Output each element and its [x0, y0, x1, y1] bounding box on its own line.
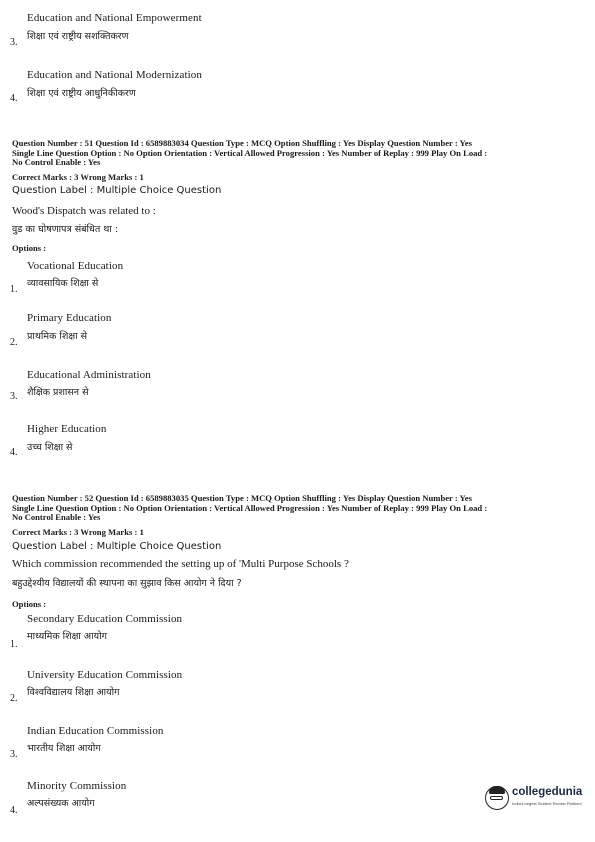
option-number: 1.	[10, 284, 18, 295]
option-number: 3.	[10, 37, 18, 48]
option-number: 2.	[10, 337, 18, 348]
question-51-label: Question Label : Multiple Choice Question	[12, 185, 222, 196]
question-52-text-hi: बहुउद्देश्यीय विद्यालयों की स्थापना का सुझाव किस आयोग ने दिया ?	[12, 578, 242, 589]
option-text-hi: माध्यमिक शिक्षा आयोग	[27, 631, 107, 642]
meta-line: Single Line Question Option : No Option Orientation : Vertical Allowed Progression : Yes Number of Replay : 999 Play On Load :	[12, 147, 488, 158]
option-number: 3.	[10, 391, 18, 402]
question-52-meta	[12, 494, 584, 523]
option-number: 4.	[10, 447, 18, 458]
question-51-text-en: Wood's Dispatch was related to :	[12, 205, 156, 217]
option-number: 4.	[10, 93, 18, 104]
option-text-hi: अल्पसंख्यक आयोग	[27, 798, 95, 809]
option-number: 1.	[10, 639, 18, 650]
option-text-hi: शैक्षिक प्रशासन से	[27, 387, 89, 398]
option-text-en: Higher Education	[27, 423, 107, 435]
question-51-meta	[12, 139, 584, 168]
logo-brand: collegedunia	[512, 786, 583, 798]
mascot-icon	[485, 786, 509, 810]
question-52-marks: Correct Marks : 3 Wrong Marks : 1	[12, 527, 144, 537]
question-51-marks: Correct Marks : 3 Wrong Marks : 1	[12, 172, 144, 182]
option-text-en: Primary Education	[27, 312, 112, 324]
meta-line: No Control Enable : Yes	[12, 157, 101, 168]
option-number: 4.	[10, 805, 18, 816]
question-52-text-en: Which commission recommended the setting up of 'Multi Purpose Schools ?	[12, 558, 349, 570]
option-text-en: Secondary Education Commission	[27, 613, 183, 625]
meta-line: Question Number : 51 Question Id : 6589883034 Question Type : MCQ Option Shuffling : Yes Display Question Number : Yes	[12, 138, 472, 148]
option-text-hi: विश्वविद्यालय शिक्षा आयोग	[27, 687, 120, 698]
option-text-en: Education and National Modernization	[27, 69, 202, 81]
option-text-hi: प्राथमिक शिक्षा से	[27, 331, 88, 342]
option-text-en: Vocational Education	[27, 260, 124, 272]
option-text-hi: भारतीय शिक्षा आयोग	[27, 743, 101, 754]
option-text-hi: उच्च शिक्षा से	[27, 442, 73, 453]
meta-line: Single Line Question Option : No Option Orientation : Vertical Allowed Progression : Yes Number of Replay : 999 Play On Load :	[12, 502, 488, 513]
option-text-en: Indian Education Commission	[27, 725, 164, 737]
option-text-hi: व्यावसायिक शिक्षा से	[27, 278, 99, 289]
meta-line: Question Number : 52 Question Id : 6589883035 Question Type : MCQ Option Shuffling : Yes Display Question Number : Yes	[12, 493, 472, 503]
question-52-label: Question Label : Multiple Choice Question	[12, 541, 222, 552]
question-51-text-hi: वुड का घोषणापत्र संबंधित था :	[12, 224, 119, 235]
option-text-en: Educational Administration	[27, 369, 151, 381]
option-text-en: Minority Commission	[27, 780, 127, 792]
option-text-hi: शिक्षा एवं राष्ट्रीय आधुनिकीकरण	[27, 88, 136, 99]
option-number: 2.	[10, 693, 18, 704]
question-52-options-header: Options :	[12, 599, 47, 609]
question-51-options-header: Options :	[12, 243, 47, 253]
option-text-en: Education and National Empowerment	[27, 12, 202, 24]
option-text-hi: शिक्षा एवं राष्ट्रीय सशक्तिकरण	[27, 31, 129, 42]
logo-tagline: India's largest Student Review Platform	[512, 801, 582, 806]
option-text-en: University Education Commission	[27, 669, 183, 681]
option-number: 3.	[10, 749, 18, 760]
meta-line: No Control Enable : Yes	[12, 512, 101, 523]
collegedunia-logo	[485, 784, 585, 812]
